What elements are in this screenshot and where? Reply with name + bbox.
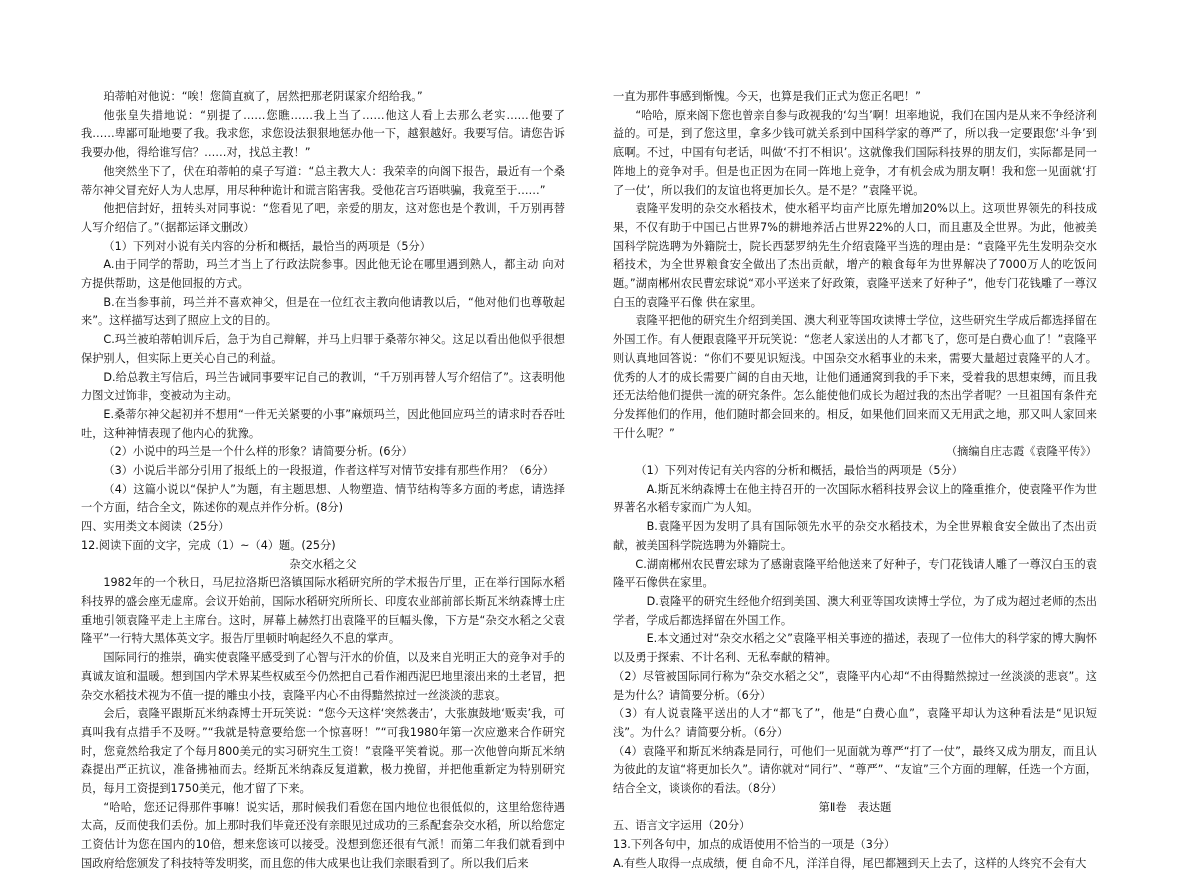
paragraph: 袁隆平发明的杂交水稻技术，使水稻平均亩产比原先增加20%以上。这项世界领先的科技成果，不仅有助于中国已占世界7%的耕地养活占世界22%的人口，而且惠及全世界。为此，他被美国科学院选聘为外籍院士，院长西瑟罗纳先生介绍袁隆平当选的理由是：“袁隆平先生发明杂交水稻技术，为全世界粮食安全做出了杰出贡献，增产的粮食每年为世界解决了7000万人的吃饭问题。”湖南郴州农民曹宏球说“邓小平送来了好政策，袁隆平送来了好种子”，他专门花钱雕了一尊汉白玉的袁隆平石像 供在家里。 bbox=[613, 202, 1097, 309]
paragraph: C.玛兰被珀蒂帕训斥后，急于为自己辩解，并马上归罪于桑蒂尔神父。这足以看出他似乎很想保护别人，但实际上更关心自己的利益。 bbox=[81, 333, 565, 365]
paragraph: C.湖南郴州农民曹宏球为了感谢袁隆平给他送来了好种子，专门花钱请人雕了一尊汉白玉的袁隆平石像供在家里。 bbox=[613, 557, 1097, 590]
paragraph: 13.下列各句中，加点的成语使用不恰当的一项是（3分） bbox=[613, 838, 896, 852]
paragraph: E.本文通过对“杂交水稻之父”袁隆平相关事迹的描述，表现了一位伟大的科学家的博大胸怀以及勇于探索、不计名利、无私奉献的精神。 bbox=[613, 632, 1097, 665]
paragraph: 他突然坐下了，伏在珀蒂帕的桌子写道：“总主教大人：我荣幸的向阁下报告，最近有一个桑蒂尔神父冒充好人为人忠厚，用尽种种诡计和谎言陷害我。受他花言巧语哄骗，我竟至于……” bbox=[81, 164, 565, 197]
paragraph: A.由于同学的帮助，玛兰才当上了行政法院参事。因此他无论在哪里遇到熟人，都主动 向对方提供帮助，这是他回报的方式。 bbox=[81, 258, 565, 291]
paragraph: （4）这篇小说以“保护人”为题，有主题思想、人物塑造、情节结构等多方面的考虑，请选择一个方面，结合全文，陈述你的观点并作分析。(8分) bbox=[81, 482, 565, 515]
paragraph: D.袁隆平的研究生经他介绍到美国、澳大利亚等国攻读博士学位，为了成为超过老师的杰出学者，学成后都选择留在外国工作。 bbox=[613, 594, 1097, 627]
paragraph: 五、语言文字运用（20分） bbox=[613, 819, 751, 833]
paragraph: 珀蒂帕对他说：“唉！您简直疯了，居然把那老阴谋家介绍给我。” bbox=[103, 90, 423, 103]
paragraph: （1）下列对传记有关内容的分析和概括，最恰当的两项是（5分） bbox=[635, 464, 963, 478]
paragraph: （2）尽管被国际同行称为“杂交水稻之父”，袁隆平内心却“不由得黯然掠过一丝淡淡的悲哀”。这是为什么？请简要分析。（6分） bbox=[613, 669, 1097, 702]
paragraph: 1982年的一个秋日，马尼拉洛斯巴洛镇国际水稻研究所的学术报告厅里，正在举行国际水稻科技界的盛会座无虚席。会议开始前，国际水稻研究所所长、印度农业部前部长斯瓦米纳森博士庄重地引领袁隆平走上主席台。这时，屏幕上赫然打出袁隆平的巨幅头像，下方是“杂交水稻之父袁隆平”一行特大黑体英文字。报告厅里顿时响起经久不息的掌声。 bbox=[81, 576, 565, 646]
paragraph: D.给总教主写信后，玛兰告诫同事要牢记自己的教训，“千万别再替人写介绍信了”。这表明他力图文过饰非，变被动为主动。 bbox=[81, 370, 565, 403]
paragraph: （3）有人说袁隆平送出的人才“都飞了”，他是“白费心血”，袁隆平却认为这种看法是“见识短浅”。为什么？请简要分析。（6分） bbox=[613, 707, 1097, 739]
paragraph: “哈哈，原来阁下您也曾亲自参与政视我的‘勾当’啊！坦率地说，我们在国内是从来不争经济利益的。可是，到了您这里，拿多少钱可就关系到中国科学家的尊严了，所以我一定要跟您‘斗争’到底啊。不过，中国有句老话，叫做‘不打不相识’。这就像我们国际科技界的朋友们，实际都是同一阵地上的竞争对手。但是也正因为在同一阵地上竞争，才有机会成为朋友啊！我和您一见面就‘打了一仗’，所以我们的友谊也将更加长久。是不是？”袁隆平说。 bbox=[613, 108, 1097, 197]
paragraph: “哈哈，您还记得那件事嘛！说实话，那时候我们看您在国内地位也很低似的，这里给您待遇太高，反而使我们丢份。加上那时我们毕竟还没有亲眼见过成功的三系配套杂交水稻，所以给您定工资估计为您在国内的10倍，想来您该可以接受。没想到您还很有气派！而第二年我们就看到中国政府给您颁发了科技特等发明奖，而且您的伟大成果也让我们亲眼看到了。所以我们后来 bbox=[81, 800, 565, 870]
paragraph: 四、实用类文本阅读（25分） bbox=[81, 520, 230, 534]
paragraph: 他张皇失措地说：“别提了……您瞧……我上当了……他这人看上去那么老实……他要了我……卑鄙可耻地要了我。我求您，求您设法狠狠地惩办他一下，越狠越好。我要写信。请您告诉我要办他，得给谁写信？……对，找总主教！” bbox=[81, 108, 565, 160]
paragraph: A.有些人取得一点成绩，便 自命不凡，洋洋自得，尾巴都翘到天上去了，这样的人终究不会有大 bbox=[613, 856, 1087, 870]
paragraph: 袁隆平把他的研究生介绍到美国、澳大利亚等国攻读博士学位，这些研究生学成后都选择留在外国工作。有人便跟袁隆平开玩笑说：“您老人家送出的人才都飞了，您可是白费心血了！”袁隆平则认真地回答说：“你们不要见识短浅。中国杂交水稻事业的未来，需要大量超过袁隆平的人才。优秀的人才的成长需要广阔的自由天地，让他们通通窝到我的手下来，受着我的思想束缚，而且我还无法给他们提供一流的研究条件。怎么能使他们成长为超过我的杰出学者呢？一旦祖国有条件充分发挥他们的作用，他们随时都会回来的。相反，如果他们回来而又无用武之地，那又叫人家回来干什么呢？” bbox=[613, 314, 1097, 440]
paragraph: B.袁隆平因为发明了具有国际领先水平的杂交水稻技术，为全世界粮食安全做出了杰出贡献，被美国科学院选聘为外籍院士。 bbox=[613, 520, 1097, 552]
left-column bbox=[81, 88, 565, 874]
paragraph: 国际同行的推崇，确实使袁隆平感受到了心智与汗水的价值，以及来自光明正大的竞争对手的真诚友谊和温暖。想到国内学术界某些权威至今仍然把自己看作湘西泥巴地里滚出来的土老冒，把杂交水稻技术视为不值一提的雕虫小技，袁隆平内心不由得黯然掠过一丝淡淡的悲哀。 bbox=[81, 651, 565, 702]
paragraph: （2）小说中的玛兰是一个什么样的形象？请简要分析。(6分） bbox=[103, 445, 413, 459]
paragraph: 12.阅读下面的文字，完成（1）~（4）题。(25分) bbox=[81, 538, 336, 552]
paragraph: 会后，袁隆平跟斯瓦米纳森博士开玩笑说：“您今天这样‘突然袭击’，大张旗鼓地‘贩卖’我，可真叫我有点措手不及呀。”“我就是特意要给您一个惊喜呀！”“可我1980年第一次应邀来合作研究时，您竟然给我定了个每月800美元的实习研究生工资！”袁隆平笑着说。那一次他曾向斯瓦米纳森提出严正抗议，准备拂袖而去。经斯瓦米纳森反复道歉，极力挽留，并把他重新定为特别研究员，每月工资提到1750美元，他才留了下来。 bbox=[81, 707, 565, 796]
paragraph: （摘编自庄志霞《袁隆平传》） bbox=[945, 445, 1097, 459]
paragraph: A.斯瓦米纳森博士在他主持召开的一次国际水稻科技界会议上的隆重推介，使袁隆平作为世界著名水稻专家而广为人知。 bbox=[613, 482, 1097, 515]
paragraph: 第Ⅱ卷 表达题 bbox=[818, 800, 892, 814]
paragraph: （4）袁隆平和斯瓦米纳森是同行，可他们一见面就为尊严“打了一仗”，最终又成为朋友，而且认为彼此的友谊“将更加长久”。请你就对“同行”、“尊严”、“友谊”三个方面的理解，任选一个方面，结合全文，谈谈你的看法。（8分） bbox=[613, 744, 1097, 796]
paragraph: B.在当参事前，玛兰并不喜欢神父，但是在一位红衣主教向他请教以后，“他对他们也尊敬起来”。这样描写达到了照应上文的目的。 bbox=[81, 295, 565, 328]
paragraph: （3）小说后半部分引用了报纸上的一段报道，作者这样写对情节安排有那些作用？（6分） bbox=[103, 464, 554, 478]
paragraph: 杂交水稻之父 bbox=[289, 557, 357, 571]
paragraph: （1）下列对小说有关内容的分析和概括，最恰当的两项是（5分） bbox=[103, 239, 431, 253]
paragraph: 一直为那件事感到惭愧。今天，也算是我们正式为您正名吧！” bbox=[613, 90, 921, 103]
paragraph: E.桑蒂尔神父起初并不想用“一件无关紧要的小事”麻烦玛兰，因此他回应玛兰的请求时吞吞吐吐，这种神情表现了他内心的犹豫。 bbox=[81, 407, 565, 440]
paragraph: 他把信封好，扭转头对同事说：“您看见了吧，亲爱的朋友，这对您也是个教训，千万别再替人写介绍信了。”（据都运译文删改） bbox=[81, 202, 565, 234]
right-column bbox=[613, 88, 1097, 874]
